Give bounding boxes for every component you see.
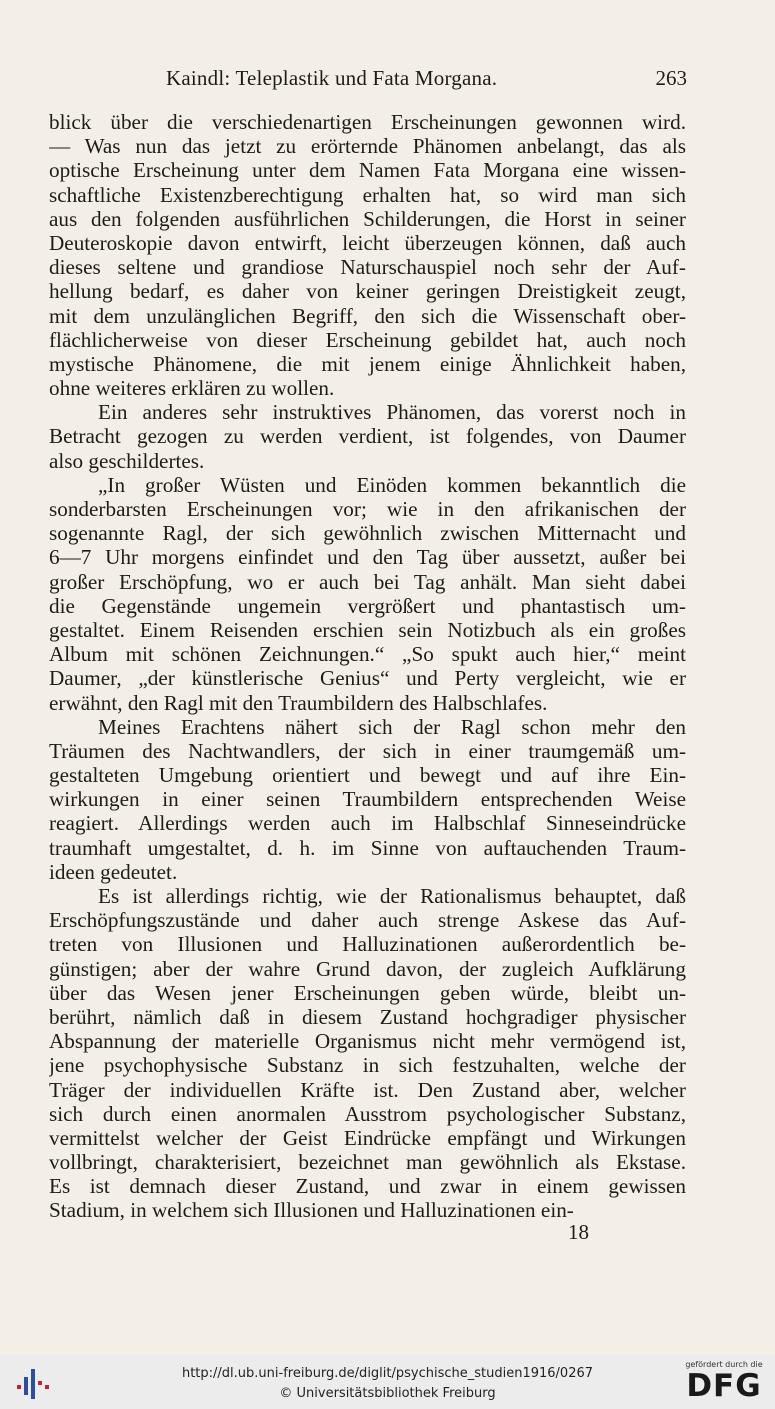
- text-line: Meines Erachtens nähert sich der Ragl schon mehr den: [98, 714, 686, 739]
- text-line: ohne weiteres erklären zu wollen.: [49, 376, 335, 401]
- text-line: Ein anderes sehr instruktives Phänomen, das vorerst noch in: [98, 400, 686, 425]
- body-text: [49, 110, 686, 1223]
- text-line: „In großer Wüsten und Einöden kommen bekanntlich die: [98, 472, 686, 497]
- page-number: 263: [655, 66, 687, 90]
- text-line: erwähnt, den Ragl mit den Traumbildern des Halbschlafes.: [49, 690, 548, 715]
- text-line: günstigen; aber der wahre Grund davon, der zugleich Aufklärung: [49, 956, 686, 981]
- text-line: blick über die verschiedenartigen Erscheinungen gewonnen wird.: [49, 110, 686, 134]
- running-head-title: Kaindl: Teleplastik und Fata Morgana.: [166, 66, 498, 90]
- text-line: ideen gedeutet.: [49, 859, 178, 884]
- text-line: großer Erschöpfung, wo er auch bei Tag anhält. Man sieht dabei: [49, 569, 686, 594]
- paragraph: [49, 110, 686, 400]
- text-line: traumhaft umgestaltet, d. h. im Sinne von auftauchenden Traum-: [49, 835, 686, 860]
- text-line: gestaltet. Einem Reisenden erschien sein Notizbuch als ein großes: [49, 617, 686, 642]
- sponsor-caption: gefördert durch die: [685, 1360, 763, 1369]
- paragraph: [49, 884, 686, 1223]
- text-line: Es ist demnach dieser Zustand, und zwar in einem gewissen: [49, 1174, 686, 1199]
- text-line: hellung bedarf, es daher von keiner geringen Dreistigkeit zeugt,: [49, 279, 686, 304]
- text-line: mystische Phänomene, die mit jenem einige Ähnlichkeit haben,: [49, 351, 686, 376]
- text-line: — Was nun das jetzt zu erörternde Phänomen anbelangt, das als: [49, 134, 686, 159]
- copyright-notice: © Universitätsbibliothek Freiburg: [279, 1386, 496, 1401]
- text-line: optische Erscheinung unter dem Namen Fata Morgana eine wissen-: [49, 158, 686, 183]
- text-line: Stadium, in welchem sich Illusionen und Halluzinationen ein-: [49, 1198, 574, 1223]
- paragraph: [49, 400, 686, 473]
- source-url-link[interactable]: http://dl.ub.uni-freiburg.de/diglit/psychische_studien1916/0267: [181, 1366, 594, 1381]
- text-line: Erschöpfungszustände und daher auch strenge Askese das Auf-: [49, 908, 686, 933]
- text-line: vermittelst welcher der Geist Eindrücke empfängt und Wirkungen: [49, 1125, 686, 1150]
- footer-bar: [0, 1355, 775, 1409]
- text-line: gestalteten Umgebung orientiert und bewegt und auf ihre Ein-: [49, 763, 686, 788]
- text-line: schaftliche Existenzberechtigung erhalten hat, so wird man sich: [49, 182, 686, 207]
- text-line: sich durch einen anormalen Ausstrom psychologischer Substanz,: [49, 1101, 686, 1126]
- text-line: sonderbarsten Erscheinungen vor; wie in den afrikanischen der: [49, 497, 686, 521]
- paragraph: [49, 715, 686, 884]
- text-line: flächlicherweise von dieser Erscheinung gebildet hat, auch noch: [49, 327, 686, 352]
- text-line: treten von Illusionen und Halluzinationen außerordentlich be-: [49, 932, 686, 957]
- text-line: Daumer, „der künstlerische Genius“ und Perty vergleicht, wie er: [49, 666, 686, 691]
- text-line: jene psychophysische Substanz in sich festzuhalten, welche der: [49, 1053, 686, 1078]
- text-line: reagiert. Allerdings werden auch im Halbschlaf Sinneseindrücke: [49, 811, 686, 836]
- text-line: Es ist allerdings richtig, wie der Rationalismus behauptet, daß: [98, 884, 686, 908]
- text-line: Abspannung der materielle Organismus nicht mehr vermögend ist,: [49, 1029, 686, 1054]
- text-line: sogenannte Ragl, der sich gewöhnlich zwischen Mitternacht und: [49, 521, 686, 546]
- text-line: vollbringt, charakterisiert, bezeichnet man gewöhnlich als Ekstase.: [49, 1150, 686, 1175]
- dfg-sponsor-logo: [683, 1358, 765, 1408]
- dfg-logo-text: DFG: [686, 1368, 762, 1404]
- text-line: Träumen des Nachtwandlers, der sich in einer traumgemäß um-: [49, 738, 686, 763]
- text-line: berührt, nämlich daß in diesem Zustand hochgradiger physischer: [49, 1004, 686, 1029]
- text-line: Träger der individuellen Kräfte ist. Den Zustand aber, welcher: [49, 1077, 686, 1102]
- text-line: dieses seltene und grandiose Naturschauspiel noch sehr der Auf-: [49, 255, 686, 280]
- paragraph: [49, 473, 686, 715]
- text-line: mit dem unzulänglichen Begriff, den sich die Wissenschaft ober-: [49, 303, 686, 328]
- text-line: Betracht gezogen zu werden verdient, ist folgendes, von Daumer: [49, 424, 686, 449]
- text-line: 6—7 Uhr morgens einfindet und den Tag über aussetzt, außer bei: [49, 545, 686, 570]
- text-line: aus den folgenden ausführlichen Schilderungen, die Horst in seiner: [49, 206, 686, 231]
- text-line: also geschildertes.: [49, 448, 205, 473]
- text-line: die Gegenstände ungemein vergrößert und phantastisch um-: [49, 593, 686, 618]
- text-line: wirkungen in einer seinen Traumbildern entsprechenden Weise: [49, 787, 686, 812]
- text-line: Deuteroskopie davon entwirft, leicht überzeugen können, daß auch: [49, 230, 686, 255]
- running-head: [48, 66, 687, 96]
- signature-mark: 18: [568, 1220, 589, 1244]
- text-line: Album mit schönen Zeichnungen.“ „So spukt auch hier,“ meint: [49, 642, 686, 667]
- text-line: über das Wesen jener Erscheinungen geben würde, bleibt un-: [49, 980, 686, 1005]
